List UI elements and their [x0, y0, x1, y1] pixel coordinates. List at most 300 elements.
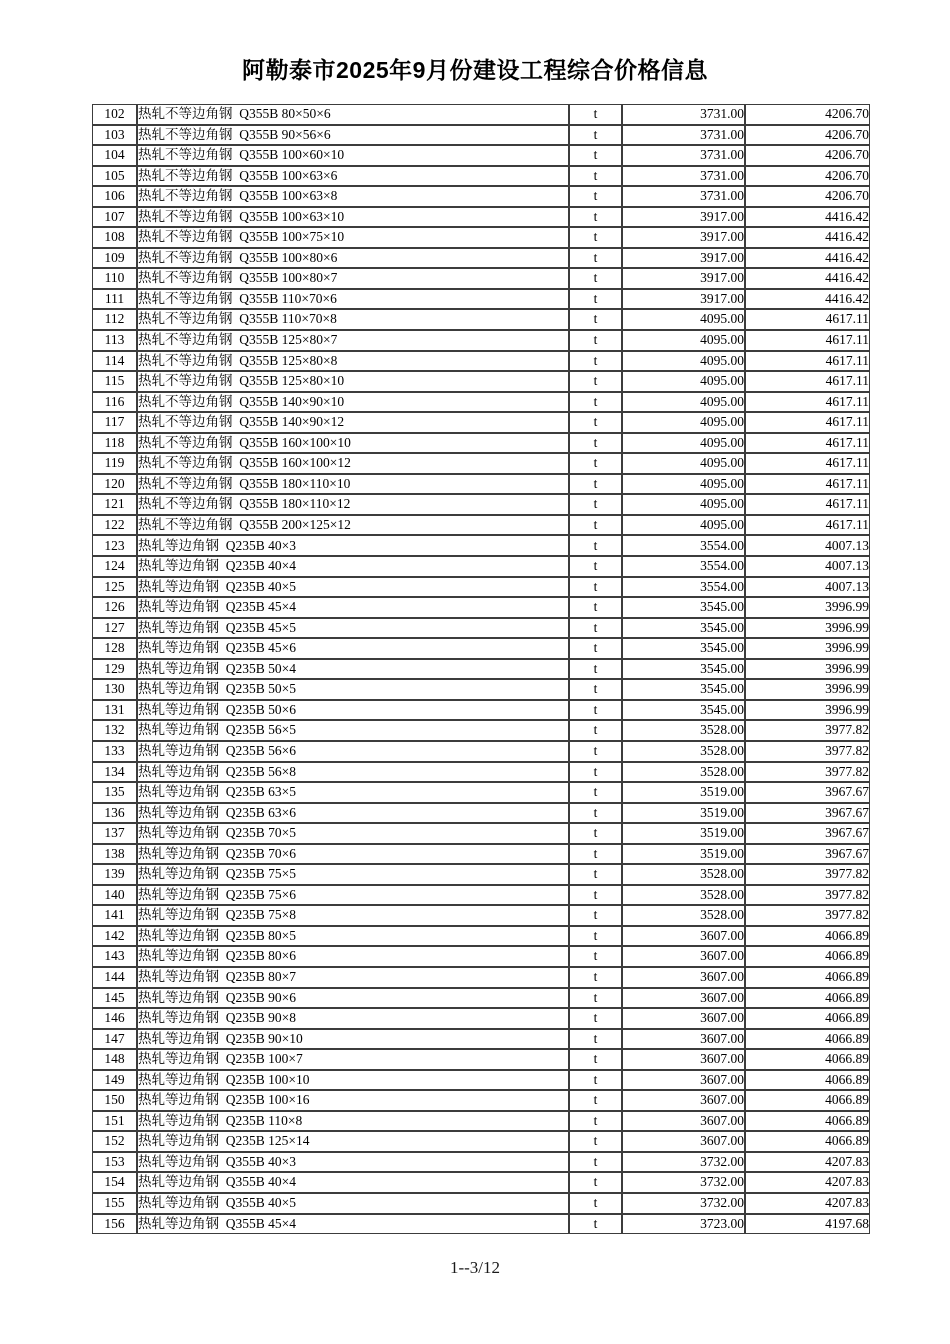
- table-row: [92, 946, 870, 967]
- item-name-cell: 热轧不等边角钢 Q355B 125×80×7: [137, 330, 569, 351]
- item-unit-cell: t: [569, 1008, 622, 1029]
- row-number-cell: 120: [92, 474, 137, 495]
- table-row: [92, 679, 870, 700]
- item-price1-cell: 4095.00: [622, 392, 745, 413]
- item-price2-cell: 3977.82: [745, 762, 870, 783]
- table-row: [92, 638, 870, 659]
- item-name-cell: 热轧等边角钢 Q235B 80×7: [137, 967, 569, 988]
- item-name-cell: 热轧等边角钢 Q235B 75×5: [137, 864, 569, 885]
- item-unit-cell: t: [569, 166, 622, 187]
- row-number-cell: 105: [92, 166, 137, 187]
- table-row: [92, 905, 870, 926]
- table-row: [92, 515, 870, 536]
- table-row: [92, 659, 870, 680]
- table-row: [92, 577, 870, 598]
- row-number-cell: 116: [92, 392, 137, 413]
- item-name-cell: 热轧等边角钢 Q355B 45×4: [137, 1214, 569, 1235]
- table-row: [92, 782, 870, 803]
- item-price2-cell: 4066.89: [745, 946, 870, 967]
- item-price1-cell: 3723.00: [622, 1214, 745, 1235]
- item-name-cell: 热轧等边角钢 Q235B 40×4: [137, 556, 569, 577]
- table-row: [92, 433, 870, 454]
- item-unit-cell: t: [569, 1193, 622, 1214]
- item-unit-cell: t: [569, 1090, 622, 1111]
- row-number-cell: 137: [92, 823, 137, 844]
- item-name-cell: 热轧等边角钢 Q235B 125×14: [137, 1131, 569, 1152]
- row-number-cell: 109: [92, 248, 137, 269]
- item-price2-cell: 4207.83: [745, 1172, 870, 1193]
- item-price1-cell: 3607.00: [622, 1029, 745, 1050]
- table-row: [92, 453, 870, 474]
- item-price1-cell: 3519.00: [622, 782, 745, 803]
- item-price2-cell: 4207.83: [745, 1193, 870, 1214]
- item-price2-cell: 4617.11: [745, 515, 870, 536]
- table-row: [92, 186, 870, 207]
- item-unit-cell: t: [569, 864, 622, 885]
- item-price2-cell: 3967.67: [745, 803, 870, 824]
- item-name-cell: 热轧不等边角钢 Q355B 90×56×6: [137, 125, 569, 146]
- item-price1-cell: 3545.00: [622, 597, 745, 618]
- item-price2-cell: 3977.82: [745, 741, 870, 762]
- table-row: [92, 803, 870, 824]
- row-number-cell: 154: [92, 1172, 137, 1193]
- item-name-cell: 热轧等边角钢 Q235B 90×8: [137, 1008, 569, 1029]
- row-number-cell: 156: [92, 1214, 137, 1235]
- row-number-cell: 155: [92, 1193, 137, 1214]
- item-name-cell: 热轧不等边角钢 Q355B 100×60×10: [137, 145, 569, 166]
- item-unit-cell: t: [569, 453, 622, 474]
- item-price2-cell: 4416.42: [745, 268, 870, 289]
- item-price1-cell: 3607.00: [622, 926, 745, 947]
- item-price2-cell: 4617.11: [745, 392, 870, 413]
- page-number: 1--3/12: [449, 1258, 501, 1277]
- item-name-cell: 热轧等边角钢 Q235B 56×5: [137, 720, 569, 741]
- item-unit-cell: t: [569, 700, 622, 721]
- item-name-cell: 热轧等边角钢 Q235B 50×4: [137, 659, 569, 680]
- item-price1-cell: 3732.00: [622, 1193, 745, 1214]
- item-price1-cell: 3554.00: [622, 556, 745, 577]
- item-name-cell: 热轧等边角钢 Q235B 63×6: [137, 803, 569, 824]
- item-price2-cell: 3967.67: [745, 823, 870, 844]
- item-price1-cell: 3528.00: [622, 720, 745, 741]
- price-table: [92, 104, 870, 1234]
- item-price2-cell: 4416.42: [745, 227, 870, 248]
- item-price2-cell: 3996.99: [745, 618, 870, 639]
- item-name-cell: 热轧等边角钢 Q235B 40×5: [137, 577, 569, 598]
- row-number-cell: 127: [92, 618, 137, 639]
- item-unit-cell: t: [569, 433, 622, 454]
- item-price1-cell: 3607.00: [622, 1008, 745, 1029]
- row-number-cell: 135: [92, 782, 137, 803]
- item-price1-cell: 3731.00: [622, 125, 745, 146]
- item-unit-cell: t: [569, 515, 622, 536]
- item-price1-cell: 3917.00: [622, 289, 745, 310]
- item-price1-cell: 4095.00: [622, 351, 745, 372]
- table-row: [92, 762, 870, 783]
- table-row: [92, 474, 870, 495]
- item-price1-cell: 3917.00: [622, 268, 745, 289]
- item-name-cell: 热轧等边角钢 Q235B 40×3: [137, 535, 569, 556]
- item-price1-cell: 3731.00: [622, 145, 745, 166]
- item-name-cell: 热轧等边角钢 Q235B 50×5: [137, 679, 569, 700]
- item-price1-cell: 3554.00: [622, 577, 745, 598]
- item-name-cell: 热轧等边角钢 Q235B 75×8: [137, 905, 569, 926]
- table-row: [92, 392, 870, 413]
- item-name-cell: 热轧不等边角钢 Q355B 125×80×8: [137, 351, 569, 372]
- table-row: [92, 268, 870, 289]
- table-row: [92, 166, 870, 187]
- item-name-cell: 热轧不等边角钢 Q355B 110×70×8: [137, 309, 569, 330]
- table-row: [92, 1090, 870, 1111]
- item-price2-cell: 4617.11: [745, 433, 870, 454]
- item-name-cell: 热轧等边角钢 Q235B 100×16: [137, 1090, 569, 1111]
- item-price1-cell: 3519.00: [622, 803, 745, 824]
- item-price2-cell: 4617.11: [745, 494, 870, 515]
- item-price2-cell: 4066.89: [745, 1029, 870, 1050]
- item-unit-cell: t: [569, 1070, 622, 1091]
- item-name-cell: 热轧等边角钢 Q355B 40×5: [137, 1193, 569, 1214]
- table-row: [92, 556, 870, 577]
- row-number-cell: 149: [92, 1070, 137, 1091]
- item-name-cell: 热轧不等边角钢 Q355B 140×90×10: [137, 392, 569, 413]
- item-name-cell: 热轧等边角钢 Q235B 45×6: [137, 638, 569, 659]
- item-price1-cell: 3731.00: [622, 166, 745, 187]
- item-price2-cell: 3996.99: [745, 679, 870, 700]
- item-unit-cell: t: [569, 248, 622, 269]
- table-row: [92, 885, 870, 906]
- table-row: [92, 741, 870, 762]
- item-unit-cell: t: [569, 988, 622, 1009]
- row-number-cell: 151: [92, 1111, 137, 1132]
- table-row: [92, 864, 870, 885]
- item-price1-cell: 3917.00: [622, 227, 745, 248]
- table-row: [92, 720, 870, 741]
- item-price1-cell: 3519.00: [622, 823, 745, 844]
- item-price1-cell: 3519.00: [622, 844, 745, 865]
- item-name-cell: 热轧等边角钢 Q235B 63×5: [137, 782, 569, 803]
- item-unit-cell: t: [569, 104, 622, 125]
- row-number-cell: 112: [92, 309, 137, 330]
- table-row: [92, 125, 870, 146]
- item-unit-cell: t: [569, 741, 622, 762]
- table-row: [92, 248, 870, 269]
- row-number-cell: 129: [92, 659, 137, 680]
- item-price2-cell: 4206.70: [745, 104, 870, 125]
- item-unit-cell: t: [569, 268, 622, 289]
- item-price2-cell: 4416.42: [745, 248, 870, 269]
- table-row: [92, 967, 870, 988]
- item-name-cell: 热轧不等边角钢 Q355B 100×63×6: [137, 166, 569, 187]
- item-unit-cell: t: [569, 351, 622, 372]
- item-price2-cell: 4206.70: [745, 166, 870, 187]
- row-number-cell: 132: [92, 720, 137, 741]
- item-unit-cell: t: [569, 823, 622, 844]
- item-name-cell: 热轧等边角钢 Q235B 110×8: [137, 1111, 569, 1132]
- item-price2-cell: 4206.70: [745, 125, 870, 146]
- table-row: [92, 207, 870, 228]
- item-price2-cell: 3996.99: [745, 659, 870, 680]
- item-unit-cell: t: [569, 782, 622, 803]
- row-number-cell: 128: [92, 638, 137, 659]
- table-row: [92, 412, 870, 433]
- row-number-cell: 144: [92, 967, 137, 988]
- item-price2-cell: 3977.82: [745, 885, 870, 906]
- table-row: [92, 1008, 870, 1029]
- item-unit-cell: t: [569, 597, 622, 618]
- row-number-cell: 102: [92, 104, 137, 125]
- row-number-cell: 108: [92, 227, 137, 248]
- row-number-cell: 124: [92, 556, 137, 577]
- item-price1-cell: 4095.00: [622, 433, 745, 454]
- item-unit-cell: t: [569, 494, 622, 515]
- row-number-cell: 141: [92, 905, 137, 926]
- item-price2-cell: 3967.67: [745, 782, 870, 803]
- item-unit-cell: t: [569, 535, 622, 556]
- item-name-cell: 热轧等边角钢 Q235B 50×6: [137, 700, 569, 721]
- item-name-cell: 热轧不等边角钢 Q355B 100×63×10: [137, 207, 569, 228]
- item-price2-cell: 4066.89: [745, 1008, 870, 1029]
- row-number-cell: 103: [92, 125, 137, 146]
- item-unit-cell: t: [569, 556, 622, 577]
- item-name-cell: 热轧等边角钢 Q235B 90×10: [137, 1029, 569, 1050]
- table-row: [92, 1111, 870, 1132]
- item-name-cell: 热轧不等边角钢 Q355B 180×110×10: [137, 474, 569, 495]
- item-name-cell: 热轧等边角钢 Q235B 56×8: [137, 762, 569, 783]
- row-number-cell: 150: [92, 1090, 137, 1111]
- item-name-cell: 热轧不等边角钢 Q355B 100×80×7: [137, 268, 569, 289]
- table-row: [92, 227, 870, 248]
- item-price2-cell: 3996.99: [745, 597, 870, 618]
- item-price1-cell: 3917.00: [622, 248, 745, 269]
- item-price1-cell: 3545.00: [622, 700, 745, 721]
- item-price1-cell: 3545.00: [622, 618, 745, 639]
- item-unit-cell: t: [569, 1049, 622, 1070]
- row-number-cell: 145: [92, 988, 137, 1009]
- item-price1-cell: 4095.00: [622, 330, 745, 351]
- item-unit-cell: t: [569, 844, 622, 865]
- item-price2-cell: 3977.82: [745, 905, 870, 926]
- item-price1-cell: 4095.00: [622, 371, 745, 392]
- table-row: [92, 535, 870, 556]
- item-price2-cell: 4066.89: [745, 1070, 870, 1091]
- item-unit-cell: t: [569, 474, 622, 495]
- item-unit-cell: t: [569, 720, 622, 741]
- item-price2-cell: 4617.11: [745, 453, 870, 474]
- item-price2-cell: 3996.99: [745, 700, 870, 721]
- page-title: 阿勒泰市2025年9月份建设工程综合价格信息: [242, 57, 708, 83]
- item-unit-cell: t: [569, 145, 622, 166]
- item-name-cell: 热轧等边角钢 Q235B 56×6: [137, 741, 569, 762]
- item-name-cell: 热轧等边角钢 Q235B 70×6: [137, 844, 569, 865]
- row-number-cell: 121: [92, 494, 137, 515]
- item-price2-cell: 4617.11: [745, 309, 870, 330]
- item-price2-cell: 4066.89: [745, 1090, 870, 1111]
- item-price1-cell: 3731.00: [622, 186, 745, 207]
- item-price1-cell: 3607.00: [622, 1090, 745, 1111]
- row-number-cell: 148: [92, 1049, 137, 1070]
- item-name-cell: 热轧等边角钢 Q235B 90×6: [137, 988, 569, 1009]
- item-unit-cell: t: [569, 412, 622, 433]
- table-row: [92, 351, 870, 372]
- item-name-cell: 热轧等边角钢 Q235B 70×5: [137, 823, 569, 844]
- item-unit-cell: t: [569, 905, 622, 926]
- table-row: [92, 988, 870, 1009]
- item-name-cell: 热轧等边角钢 Q235B 45×4: [137, 597, 569, 618]
- row-number-cell: 142: [92, 926, 137, 947]
- item-price2-cell: 3996.99: [745, 638, 870, 659]
- item-price2-cell: 4617.11: [745, 412, 870, 433]
- table-row: [92, 926, 870, 947]
- item-unit-cell: t: [569, 371, 622, 392]
- item-unit-cell: t: [569, 577, 622, 598]
- item-price1-cell: 4095.00: [622, 412, 745, 433]
- item-price2-cell: 4066.89: [745, 967, 870, 988]
- item-name-cell: 热轧不等边角钢 Q355B 160×100×12: [137, 453, 569, 474]
- item-unit-cell: t: [569, 679, 622, 700]
- item-price1-cell: 3528.00: [622, 864, 745, 885]
- row-number-cell: 143: [92, 946, 137, 967]
- item-name-cell: 热轧不等边角钢 Q355B 180×110×12: [137, 494, 569, 515]
- row-number-cell: 115: [92, 371, 137, 392]
- item-price1-cell: 3607.00: [622, 988, 745, 1009]
- table-row: [92, 1172, 870, 1193]
- item-price1-cell: 3732.00: [622, 1172, 745, 1193]
- row-number-cell: 119: [92, 453, 137, 474]
- row-number-cell: 136: [92, 803, 137, 824]
- item-unit-cell: t: [569, 207, 622, 228]
- row-number-cell: 134: [92, 762, 137, 783]
- item-price1-cell: 3528.00: [622, 885, 745, 906]
- item-price2-cell: 3977.82: [745, 864, 870, 885]
- table-row: [92, 1029, 870, 1050]
- table-row: [92, 145, 870, 166]
- item-unit-cell: t: [569, 289, 622, 310]
- table-row: [92, 1070, 870, 1091]
- item-price2-cell: 4197.68: [745, 1214, 870, 1235]
- item-unit-cell: t: [569, 1131, 622, 1152]
- item-price1-cell: 3528.00: [622, 762, 745, 783]
- item-unit-cell: t: [569, 125, 622, 146]
- table-row: [92, 618, 870, 639]
- table-row: [92, 1131, 870, 1152]
- item-price1-cell: 3607.00: [622, 1049, 745, 1070]
- item-unit-cell: t: [569, 186, 622, 207]
- item-price1-cell: 4095.00: [622, 474, 745, 495]
- row-number-cell: 130: [92, 679, 137, 700]
- item-price1-cell: 3607.00: [622, 1070, 745, 1091]
- row-number-cell: 122: [92, 515, 137, 536]
- item-name-cell: 热轧不等边角钢 Q355B 100×63×8: [137, 186, 569, 207]
- item-unit-cell: t: [569, 1172, 622, 1193]
- item-price1-cell: 3607.00: [622, 946, 745, 967]
- item-name-cell: 热轧等边角钢 Q235B 80×5: [137, 926, 569, 947]
- table-row: [92, 104, 870, 125]
- item-price1-cell: 4095.00: [622, 494, 745, 515]
- table-row: [92, 823, 870, 844]
- item-price2-cell: 4416.42: [745, 207, 870, 228]
- item-unit-cell: t: [569, 762, 622, 783]
- table-row: [92, 597, 870, 618]
- row-number-cell: 114: [92, 351, 137, 372]
- row-number-cell: 123: [92, 535, 137, 556]
- row-number-cell: 146: [92, 1008, 137, 1029]
- row-number-cell: 118: [92, 433, 137, 454]
- item-price1-cell: 3731.00: [622, 104, 745, 125]
- item-price2-cell: 4617.11: [745, 351, 870, 372]
- item-price2-cell: 4206.70: [745, 145, 870, 166]
- table-row: [92, 844, 870, 865]
- row-number-cell: 107: [92, 207, 137, 228]
- table-row: [92, 700, 870, 721]
- item-price2-cell: 4617.11: [745, 330, 870, 351]
- row-number-cell: 139: [92, 864, 137, 885]
- table-row: [92, 371, 870, 392]
- row-number-cell: 117: [92, 412, 137, 433]
- item-price1-cell: 4095.00: [622, 309, 745, 330]
- item-unit-cell: t: [569, 1152, 622, 1173]
- item-price2-cell: 4617.11: [745, 371, 870, 392]
- item-unit-cell: t: [569, 227, 622, 248]
- item-price1-cell: 4095.00: [622, 453, 745, 474]
- item-name-cell: 热轧不等边角钢 Q355B 110×70×6: [137, 289, 569, 310]
- item-price1-cell: 3528.00: [622, 741, 745, 762]
- item-name-cell: 热轧不等边角钢 Q355B 200×125×12: [137, 515, 569, 536]
- item-price1-cell: 3545.00: [622, 638, 745, 659]
- item-unit-cell: t: [569, 803, 622, 824]
- item-price1-cell: 3732.00: [622, 1152, 745, 1173]
- item-name-cell: 热轧等边角钢 Q355B 40×3: [137, 1152, 569, 1173]
- item-unit-cell: t: [569, 967, 622, 988]
- item-price1-cell: 4095.00: [622, 515, 745, 536]
- item-price1-cell: 3545.00: [622, 679, 745, 700]
- row-number-cell: 147: [92, 1029, 137, 1050]
- item-unit-cell: t: [569, 659, 622, 680]
- table-row: [92, 1049, 870, 1070]
- item-price1-cell: 3554.00: [622, 535, 745, 556]
- item-price2-cell: 4066.89: [745, 1111, 870, 1132]
- item-price2-cell: 4066.89: [745, 926, 870, 947]
- item-unit-cell: t: [569, 1029, 622, 1050]
- item-price2-cell: 4007.13: [745, 577, 870, 598]
- item-price1-cell: 3607.00: [622, 1131, 745, 1152]
- item-unit-cell: t: [569, 946, 622, 967]
- item-price2-cell: 3967.67: [745, 844, 870, 865]
- item-name-cell: 热轧等边角钢 Q235B 75×6: [137, 885, 569, 906]
- item-price1-cell: 3607.00: [622, 1111, 745, 1132]
- item-unit-cell: t: [569, 309, 622, 330]
- item-unit-cell: t: [569, 885, 622, 906]
- item-name-cell: 热轧等边角钢 Q235B 100×7: [137, 1049, 569, 1070]
- item-name-cell: 热轧不等边角钢 Q355B 160×100×10: [137, 433, 569, 454]
- item-price2-cell: 4066.89: [745, 1049, 870, 1070]
- item-unit-cell: t: [569, 926, 622, 947]
- row-number-cell: 104: [92, 145, 137, 166]
- row-number-cell: 126: [92, 597, 137, 618]
- item-name-cell: 热轧等边角钢 Q235B 100×10: [137, 1070, 569, 1091]
- row-number-cell: 140: [92, 885, 137, 906]
- row-number-cell: 113: [92, 330, 137, 351]
- item-price2-cell: 4617.11: [745, 474, 870, 495]
- item-name-cell: 热轧等边角钢 Q235B 80×6: [137, 946, 569, 967]
- item-price2-cell: 4416.42: [745, 289, 870, 310]
- table-row: [92, 289, 870, 310]
- item-name-cell: 热轧等边角钢 Q235B 45×5: [137, 618, 569, 639]
- row-number-cell: 111: [92, 289, 137, 310]
- item-name-cell: 热轧不等边角钢 Q355B 100×80×6: [137, 248, 569, 269]
- item-unit-cell: t: [569, 638, 622, 659]
- item-price2-cell: 3977.82: [745, 720, 870, 741]
- item-unit-cell: t: [569, 1111, 622, 1132]
